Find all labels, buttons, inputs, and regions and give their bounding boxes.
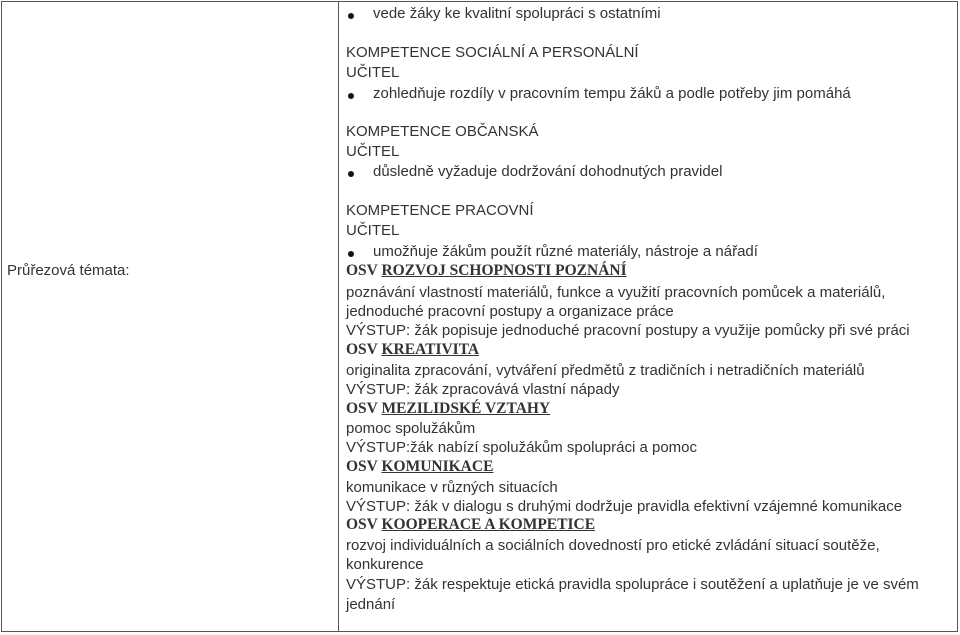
topic-prefix: OSV [346, 458, 378, 475]
topic-text: originalita zpracování, vytváření předmětů z tradičních i netradičních materiálů [346, 362, 865, 379]
topic-text: konkurence [346, 556, 424, 573]
topic-title: MEZILIDSKÉ VZTAHY [381, 400, 551, 417]
topic-text: rozvoj individuálních a sociálních dovedností pro etické zvládání situací soutěže, [346, 537, 880, 554]
topic-text: jednoduché pracovní postupy a organizace práce [346, 303, 674, 320]
topic-prefix: OSV [346, 262, 378, 279]
topic-heading [346, 400, 550, 418]
output-text: VÝSTUP: žák popisuje jednoduché pracovní postupy a využije pomůcky při své práci [346, 322, 910, 339]
output-text: VÝSTUP: žák v dialogu s druhými dodržuje pravidla efektivní vzájemné komunikace [346, 498, 903, 515]
teacher-label: UČITEL [346, 64, 400, 81]
teacher-label: UČITEL [346, 143, 400, 160]
bullet-item: důsledně vyžaduje dodržování dohodnutých pravidel [346, 163, 722, 180]
topic-prefix: OSV [346, 516, 378, 533]
topic-title: KOMUNIKACE [381, 458, 494, 475]
competence-heading: KOMPETENCE PRACOVNÍ [346, 202, 534, 219]
topic-heading [346, 516, 595, 534]
topic-text: poznávání vlastností materiálů, funkce a využití pracovních pomůcek a materiálů, [346, 284, 886, 301]
topic-prefix: OSV [346, 341, 378, 358]
competence-heading: KOMPETENCE OBČANSKÁ [346, 123, 539, 140]
output-text: VÝSTUP:žák nabízí spolužákům spolupráci a pomoc [346, 439, 697, 456]
topic-title: KREATIVITA [381, 341, 480, 358]
output-text: VÝSTUP: žák zpracovává vlastní nápady [346, 381, 620, 398]
topic-title: ROZVOJ SCHOPNOSTI POZNÁNÍ [381, 262, 627, 279]
topic-prefix: OSV [346, 400, 378, 417]
bullet-item: umožňuje žákům použít různé materiály, nástroje a nářadí [346, 243, 758, 260]
teacher-label: UČITEL [346, 222, 400, 239]
cross-curricular-label: Průřezová témata: [7, 262, 130, 279]
bullet-item: vede žáky ke kvalitní spolupráci s ostatními [346, 5, 661, 22]
competence-heading: KOMPETENCE SOCIÁLNÍ A PERSONÁLNÍ [346, 44, 639, 61]
output-text: jednání [346, 596, 396, 613]
topic-heading [346, 262, 627, 280]
topic-title: KOOPERACE A KOMPETICE [381, 516, 596, 533]
topic-text: komunikace v různých situacích [346, 479, 558, 496]
output-text: VÝSTUP: žák respektuje etická pravidla spolupráce i soutěžení a uplatňuje je ve svém [346, 576, 919, 593]
column-divider [338, 1, 339, 632]
topic-text: pomoc spolužákům [346, 420, 476, 437]
bullet-item: zohledňuje rozdíly v pracovním tempu žáků a podle potřeby jim pomáhá [346, 85, 851, 102]
topic-heading [346, 458, 493, 476]
topic-heading [346, 341, 479, 359]
